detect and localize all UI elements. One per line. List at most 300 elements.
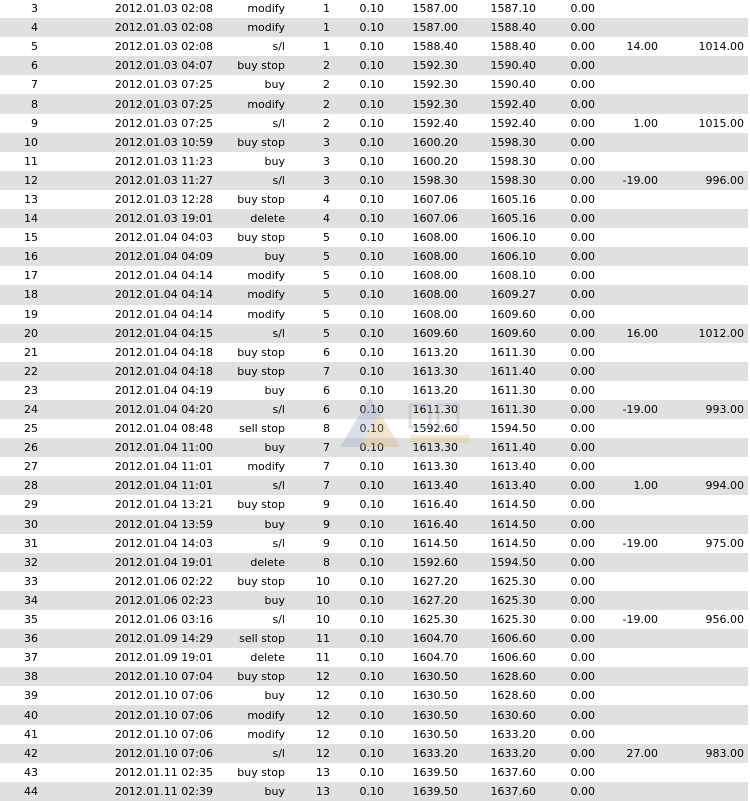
lot-size-cell: 0.10 — [341, 247, 391, 266]
lot-size-cell: 0.10 — [341, 171, 391, 190]
order-type-cell: modify — [247, 307, 285, 321]
date-time-cell: 2012.01.10 07:06 — [57, 744, 213, 763]
order-type-cell: buy — [264, 78, 285, 92]
row-number-cell: 28 — [0, 476, 57, 495]
price-cell: 1600.20 — [412, 154, 458, 168]
table-row — [0, 324, 748, 343]
profit-cell: -19.00 — [598, 400, 666, 419]
profit-cell — [598, 228, 666, 247]
order-type-cell: modify — [213, 705, 291, 724]
order-type-cell: delete — [213, 553, 291, 572]
row-number-cell: 10 — [0, 133, 57, 152]
stop-loss-cell: 1611.30 — [490, 345, 536, 359]
profit-cell — [598, 629, 666, 648]
date-time-cell: 2012.01.10 07:04 — [57, 667, 213, 686]
profit-cell — [598, 285, 666, 304]
take-profit-cell: 0.00 — [548, 247, 598, 266]
row-number-cell: 22 — [0, 362, 57, 381]
table-row — [0, 94, 748, 113]
order-id-cell: 5 — [323, 307, 330, 321]
price-cell: 1611.30 — [391, 400, 470, 419]
profit-cell — [598, 305, 666, 324]
table-row — [0, 419, 748, 438]
stop-loss-cell: 1633.20 — [470, 744, 548, 763]
order-id-cell: 4 — [291, 209, 341, 228]
order-id-cell: 10 — [316, 613, 330, 627]
stop-loss-cell: 1587.10 — [490, 2, 536, 16]
order-id-cell: 12 — [316, 689, 330, 703]
take-profit-cell: 0.00 — [570, 460, 595, 474]
balance-cell — [666, 94, 748, 113]
order-id-cell: 8 — [323, 422, 330, 436]
price-cell: 1630.50 — [391, 667, 470, 686]
date-time-cell: 2012.01.04 13:59 — [57, 515, 213, 534]
date-time-cell: 2012.01.04 04:19 — [114, 383, 213, 397]
take-profit-cell: 0.00 — [570, 383, 595, 397]
balance-cell — [666, 285, 748, 304]
order-id-cell: 5 — [291, 324, 341, 343]
row-number-cell: 17 — [24, 269, 38, 283]
row-number-cell: 32 — [0, 553, 57, 572]
row-number-cell: 36 — [0, 629, 57, 648]
order-type-cell: buy stop — [237, 498, 285, 512]
row-number-cell: 20 — [0, 324, 57, 343]
order-id-cell: 10 — [316, 574, 330, 588]
price-cell: 1633.20 — [391, 744, 470, 763]
table-row — [0, 515, 748, 534]
order-type-cell: s/l — [272, 116, 285, 130]
order-type-cell: modify — [247, 269, 285, 283]
date-time-cell: 2012.01.06 02:23 — [57, 591, 213, 610]
row-number-cell: 41 — [24, 727, 38, 741]
profit-cell — [598, 75, 666, 94]
date-time-cell: 2012.01.11 02:35 — [114, 765, 213, 779]
stop-loss-cell: 1594.50 — [490, 422, 536, 436]
date-time-cell: 2012.01.10 07:06 — [114, 727, 213, 741]
order-type-cell: s/l — [213, 324, 291, 343]
order-type-cell: s/l — [272, 40, 285, 54]
take-profit-cell: 0.00 — [548, 782, 598, 801]
row-number-cell: 26 — [0, 438, 57, 457]
lot-size-cell: 0.10 — [341, 667, 391, 686]
row-number-cell: 42 — [0, 744, 57, 763]
date-time-cell: 2012.01.03 04:07 — [57, 56, 213, 75]
order-id-cell: 2 — [291, 56, 341, 75]
lot-size-cell: 0.10 — [341, 782, 391, 801]
row-number-cell: 23 — [24, 383, 38, 397]
order-id-cell: 2 — [291, 94, 341, 113]
order-type-cell: buy — [213, 782, 291, 801]
profit-cell: 1.00 — [633, 116, 658, 130]
order-id-cell: 5 — [291, 247, 341, 266]
balance-cell: 956.00 — [705, 613, 744, 627]
table-row — [0, 0, 748, 18]
balance-cell — [666, 667, 748, 686]
lot-size-cell: 0.10 — [341, 476, 391, 495]
profit-cell — [598, 133, 666, 152]
stop-loss-cell: 1609.27 — [470, 285, 548, 304]
table-row — [0, 725, 748, 744]
date-time-cell: 2012.01.04 04:14 — [114, 269, 213, 283]
date-time-cell: 2012.01.03 12:28 — [114, 192, 213, 206]
balance-cell: 993.00 — [666, 400, 748, 419]
stop-loss-cell: 1592.40 — [470, 94, 548, 113]
table-row — [0, 782, 748, 801]
profit-cell — [598, 591, 666, 610]
profit-cell — [598, 152, 666, 171]
order-id-cell: 2 — [323, 78, 330, 92]
order-id-cell: 8 — [291, 553, 341, 572]
profit-cell — [598, 686, 666, 705]
take-profit-cell: 0.00 — [570, 116, 595, 130]
table-row — [0, 266, 748, 285]
profit-cell — [598, 725, 666, 744]
lot-size-cell: 0.10 — [341, 705, 391, 724]
order-id-cell: 3 — [291, 171, 341, 190]
profit-cell — [598, 782, 666, 801]
date-time-cell: 2012.01.04 11:01 — [57, 476, 213, 495]
table-row — [0, 152, 748, 171]
date-time-cell: 2012.01.04 13:21 — [114, 498, 213, 512]
row-number-cell: 29 — [24, 498, 38, 512]
take-profit-cell: 0.00 — [548, 629, 598, 648]
date-time-cell: 2012.01.04 04:03 — [114, 231, 213, 245]
order-type-cell: buy — [213, 591, 291, 610]
stop-loss-cell: 1614.50 — [490, 536, 536, 550]
lot-size-cell: 0.10 — [359, 613, 384, 627]
order-id-cell: 13 — [316, 765, 330, 779]
row-number-cell: 16 — [0, 247, 57, 266]
take-profit-cell: 0.00 — [570, 536, 595, 550]
order-type-cell: buy stop — [237, 231, 285, 245]
balance-cell — [666, 419, 748, 438]
price-cell: 1616.40 — [391, 515, 470, 534]
price-cell: 1613.40 — [391, 476, 470, 495]
price-cell: 1608.00 — [412, 307, 458, 321]
price-cell: 1627.20 — [412, 574, 458, 588]
take-profit-cell: 0.00 — [548, 362, 598, 381]
stop-loss-cell: 1637.60 — [470, 782, 548, 801]
price-cell: 1614.50 — [412, 536, 458, 550]
profit-cell — [598, 419, 666, 438]
lot-size-cell: 0.10 — [359, 765, 384, 779]
stop-loss-cell: 1598.30 — [470, 171, 548, 190]
take-profit-cell: 0.00 — [570, 2, 595, 16]
row-number-cell: 31 — [24, 536, 38, 550]
balance-cell — [666, 495, 748, 514]
stop-loss-cell: 1614.50 — [470, 515, 548, 534]
stop-loss-cell: 1625.30 — [490, 613, 536, 627]
take-profit-cell: 0.00 — [570, 40, 595, 54]
order-id-cell: 7 — [323, 460, 330, 474]
order-type-cell: sell stop — [213, 629, 291, 648]
profit-cell — [598, 515, 666, 534]
date-time-cell: 2012.01.09 19:01 — [114, 651, 213, 665]
profit-cell — [598, 266, 666, 285]
order-type-cell: buy stop — [213, 667, 291, 686]
lot-size-cell: 0.10 — [359, 345, 384, 359]
date-time-cell: 2012.01.04 04:09 — [57, 247, 213, 266]
price-cell: 1625.30 — [412, 613, 458, 627]
order-type-cell: buy — [213, 515, 291, 534]
row-number-cell: 8 — [0, 94, 57, 113]
price-cell: 1608.00 — [391, 285, 470, 304]
row-number-cell: 33 — [24, 574, 38, 588]
row-number-cell: 27 — [24, 460, 38, 474]
price-cell: 1604.70 — [391, 629, 470, 648]
profit-cell: 16.00 — [598, 324, 666, 343]
lot-size-cell: 0.10 — [341, 94, 391, 113]
table-row — [0, 457, 748, 476]
date-time-cell: 2012.01.03 10:59 — [57, 133, 213, 152]
order-id-cell: 12 — [291, 744, 341, 763]
balance-cell — [666, 247, 748, 266]
price-cell: 1608.00 — [412, 231, 458, 245]
profit-cell: 14.00 — [626, 40, 658, 54]
lot-size-cell: 0.10 — [359, 231, 384, 245]
table-row — [0, 56, 748, 75]
table-row — [0, 629, 748, 648]
balance-cell — [666, 591, 748, 610]
stop-loss-cell: 1588.40 — [490, 40, 536, 54]
profit-cell: -19.00 — [622, 536, 658, 550]
stop-loss-cell: 1590.40 — [470, 56, 548, 75]
table-row — [0, 744, 748, 763]
table-row — [0, 362, 748, 381]
lot-size-cell: 0.10 — [359, 269, 384, 283]
balance-cell — [666, 0, 748, 18]
stop-loss-cell: 1609.60 — [470, 324, 548, 343]
profit-cell — [598, 18, 666, 37]
order-type-cell: buy stop — [237, 765, 285, 779]
take-profit-cell: 0.00 — [548, 56, 598, 75]
order-type-cell: sell stop — [239, 422, 285, 436]
balance-cell — [666, 228, 748, 247]
row-number-cell: 6 — [0, 56, 57, 75]
order-type-cell: s/l — [213, 400, 291, 419]
table-row — [0, 190, 748, 209]
lot-size-cell: 0.10 — [359, 78, 384, 92]
stop-loss-cell: 1613.40 — [490, 460, 536, 474]
stop-loss-cell: 1590.40 — [490, 78, 536, 92]
balance-cell: 1015.00 — [698, 116, 744, 130]
profit-cell: -19.00 — [622, 613, 658, 627]
stop-loss-cell: 1588.40 — [470, 18, 548, 37]
price-cell: 1630.50 — [412, 727, 458, 741]
date-time-cell: 2012.01.03 07:25 — [114, 78, 213, 92]
take-profit-cell: 0.00 — [548, 705, 598, 724]
order-id-cell: 3 — [291, 133, 341, 152]
row-number-cell: 7 — [31, 78, 38, 92]
profit-cell — [598, 705, 666, 724]
date-time-cell: 2012.01.04 04:18 — [114, 345, 213, 359]
balance-cell — [666, 515, 748, 534]
lot-size-cell: 0.10 — [359, 651, 384, 665]
row-number-cell: 30 — [0, 515, 57, 534]
stop-loss-cell: 1633.20 — [490, 727, 536, 741]
order-id-cell: 11 — [291, 629, 341, 648]
balance-cell — [666, 438, 748, 457]
profit-cell — [598, 495, 666, 514]
row-number-cell: 19 — [24, 307, 38, 321]
date-time-cell: 2012.01.04 11:00 — [57, 438, 213, 457]
take-profit-cell: 0.00 — [548, 591, 598, 610]
take-profit-cell: 0.00 — [570, 689, 595, 703]
take-profit-cell: 0.00 — [570, 269, 595, 283]
take-profit-cell: 0.00 — [570, 651, 595, 665]
take-profit-cell: 0.00 — [548, 171, 598, 190]
row-number-cell: 9 — [31, 116, 38, 130]
balance-cell — [666, 782, 748, 801]
order-id-cell: 11 — [316, 651, 330, 665]
table-row — [0, 495, 748, 514]
balance-cell — [666, 629, 748, 648]
lot-size-cell: 0.10 — [359, 460, 384, 474]
take-profit-cell: 0.00 — [570, 765, 595, 779]
date-time-cell: 2012.01.04 14:03 — [114, 536, 213, 550]
row-number-cell: 35 — [24, 613, 38, 627]
take-profit-cell: 0.00 — [570, 422, 595, 436]
order-id-cell: 1 — [323, 2, 330, 16]
order-type-cell: s/l — [272, 613, 285, 627]
order-id-cell: 7 — [291, 362, 341, 381]
order-type-cell: modify — [213, 18, 291, 37]
price-cell: 1604.70 — [412, 651, 458, 665]
stop-loss-cell: 1598.30 — [490, 154, 536, 168]
lot-size-cell: 0.10 — [341, 553, 391, 572]
balance-cell — [666, 381, 748, 400]
profit-cell: -19.00 — [598, 171, 666, 190]
lot-size-cell: 0.10 — [359, 40, 384, 54]
table-row — [0, 285, 748, 304]
order-type-cell: buy — [264, 154, 285, 168]
price-cell: 1613.30 — [412, 460, 458, 474]
date-time-cell: 2012.01.10 07:06 — [114, 689, 213, 703]
table-row — [0, 553, 748, 572]
take-profit-cell: 0.00 — [570, 498, 595, 512]
order-type-cell: delete — [213, 209, 291, 228]
take-profit-cell: 0.00 — [548, 285, 598, 304]
take-profit-cell: 0.00 — [570, 345, 595, 359]
date-time-cell: 2012.01.03 02:08 — [57, 18, 213, 37]
balance-cell — [666, 152, 748, 171]
lot-size-cell: 0.10 — [341, 515, 391, 534]
balance-cell — [666, 648, 748, 667]
balance-cell — [666, 343, 748, 362]
order-type-cell: modify — [213, 285, 291, 304]
balance-cell — [666, 133, 748, 152]
profit-cell — [598, 56, 666, 75]
order-type-cell: buy stop — [237, 574, 285, 588]
stop-loss-cell: 1625.30 — [470, 591, 548, 610]
stop-loss-cell: 1606.60 — [490, 651, 536, 665]
stop-loss-cell: 1614.50 — [490, 498, 536, 512]
price-cell: 1592.60 — [391, 553, 470, 572]
stop-loss-cell: 1611.40 — [470, 438, 548, 457]
lot-size-cell: 0.10 — [341, 629, 391, 648]
order-type-cell: modify — [213, 94, 291, 113]
order-id-cell: 1 — [291, 18, 341, 37]
table-row — [0, 667, 748, 686]
table-row — [0, 648, 748, 667]
order-id-cell: 4 — [323, 192, 330, 206]
price-cell: 1627.20 — [391, 591, 470, 610]
order-id-cell: 9 — [323, 498, 330, 512]
price-cell: 1592.30 — [391, 56, 470, 75]
price-cell: 1608.00 — [391, 247, 470, 266]
lot-size-cell: 0.10 — [341, 438, 391, 457]
order-id-cell: 3 — [323, 154, 330, 168]
balance-cell — [666, 56, 748, 75]
table-row — [0, 381, 748, 400]
order-id-cell: 2 — [323, 116, 330, 130]
stop-loss-cell: 1628.60 — [490, 689, 536, 703]
date-time-cell: 2012.01.04 04:20 — [57, 400, 213, 419]
date-time-cell: 2012.01.03 07:25 — [114, 116, 213, 130]
take-profit-cell: 0.00 — [548, 515, 598, 534]
lot-size-cell: 0.10 — [359, 192, 384, 206]
stop-loss-cell: 1592.40 — [490, 116, 536, 130]
table-row — [0, 476, 748, 495]
row-number-cell: 43 — [24, 765, 38, 779]
take-profit-cell: 0.00 — [548, 209, 598, 228]
profit-cell — [598, 667, 666, 686]
order-type-cell: buy stop — [237, 345, 285, 359]
take-profit-cell: 0.00 — [548, 438, 598, 457]
order-type-cell: modify — [247, 2, 285, 16]
row-number-cell: 18 — [0, 285, 57, 304]
price-cell: 1592.40 — [412, 116, 458, 130]
lot-size-cell: 0.10 — [359, 689, 384, 703]
lot-size-cell: 0.10 — [359, 154, 384, 168]
price-cell: 1600.20 — [391, 133, 470, 152]
order-id-cell: 12 — [316, 727, 330, 741]
date-time-cell: 2012.01.06 03:16 — [114, 613, 213, 627]
profit-cell: 27.00 — [598, 744, 666, 763]
row-number-cell: 3 — [31, 2, 38, 16]
row-number-cell: 24 — [0, 400, 57, 419]
table-row — [0, 228, 748, 247]
order-id-cell: 7 — [291, 476, 341, 495]
profit-cell — [598, 457, 666, 476]
lot-size-cell: 0.10 — [359, 422, 384, 436]
profit-cell: 1.00 — [598, 476, 666, 495]
balance-cell — [666, 572, 748, 591]
take-profit-cell: 0.00 — [548, 553, 598, 572]
order-id-cell: 1 — [323, 40, 330, 54]
order-id-cell: 6 — [323, 345, 330, 359]
stop-loss-cell: 1613.40 — [470, 476, 548, 495]
order-id-cell: 12 — [291, 705, 341, 724]
balance-cell: 983.00 — [666, 744, 748, 763]
take-profit-cell: 0.00 — [570, 154, 595, 168]
row-number-cell: 38 — [0, 667, 57, 686]
order-type-cell: buy stop — [213, 362, 291, 381]
order-id-cell: 9 — [323, 536, 330, 550]
order-id-cell: 13 — [291, 782, 341, 801]
date-time-cell: 2012.01.03 11:27 — [57, 171, 213, 190]
stop-loss-cell: 1605.16 — [470, 209, 548, 228]
row-number-cell: 34 — [0, 591, 57, 610]
table-row — [0, 572, 748, 591]
take-profit-cell: 0.00 — [548, 476, 598, 495]
price-cell: 1613.20 — [412, 345, 458, 359]
stop-loss-cell: 1625.30 — [490, 574, 536, 588]
row-number-cell: 5 — [31, 40, 38, 54]
date-time-cell: 2012.01.03 19:01 — [57, 209, 213, 228]
lot-size-cell: 0.10 — [359, 383, 384, 397]
price-cell: 1607.06 — [391, 209, 470, 228]
